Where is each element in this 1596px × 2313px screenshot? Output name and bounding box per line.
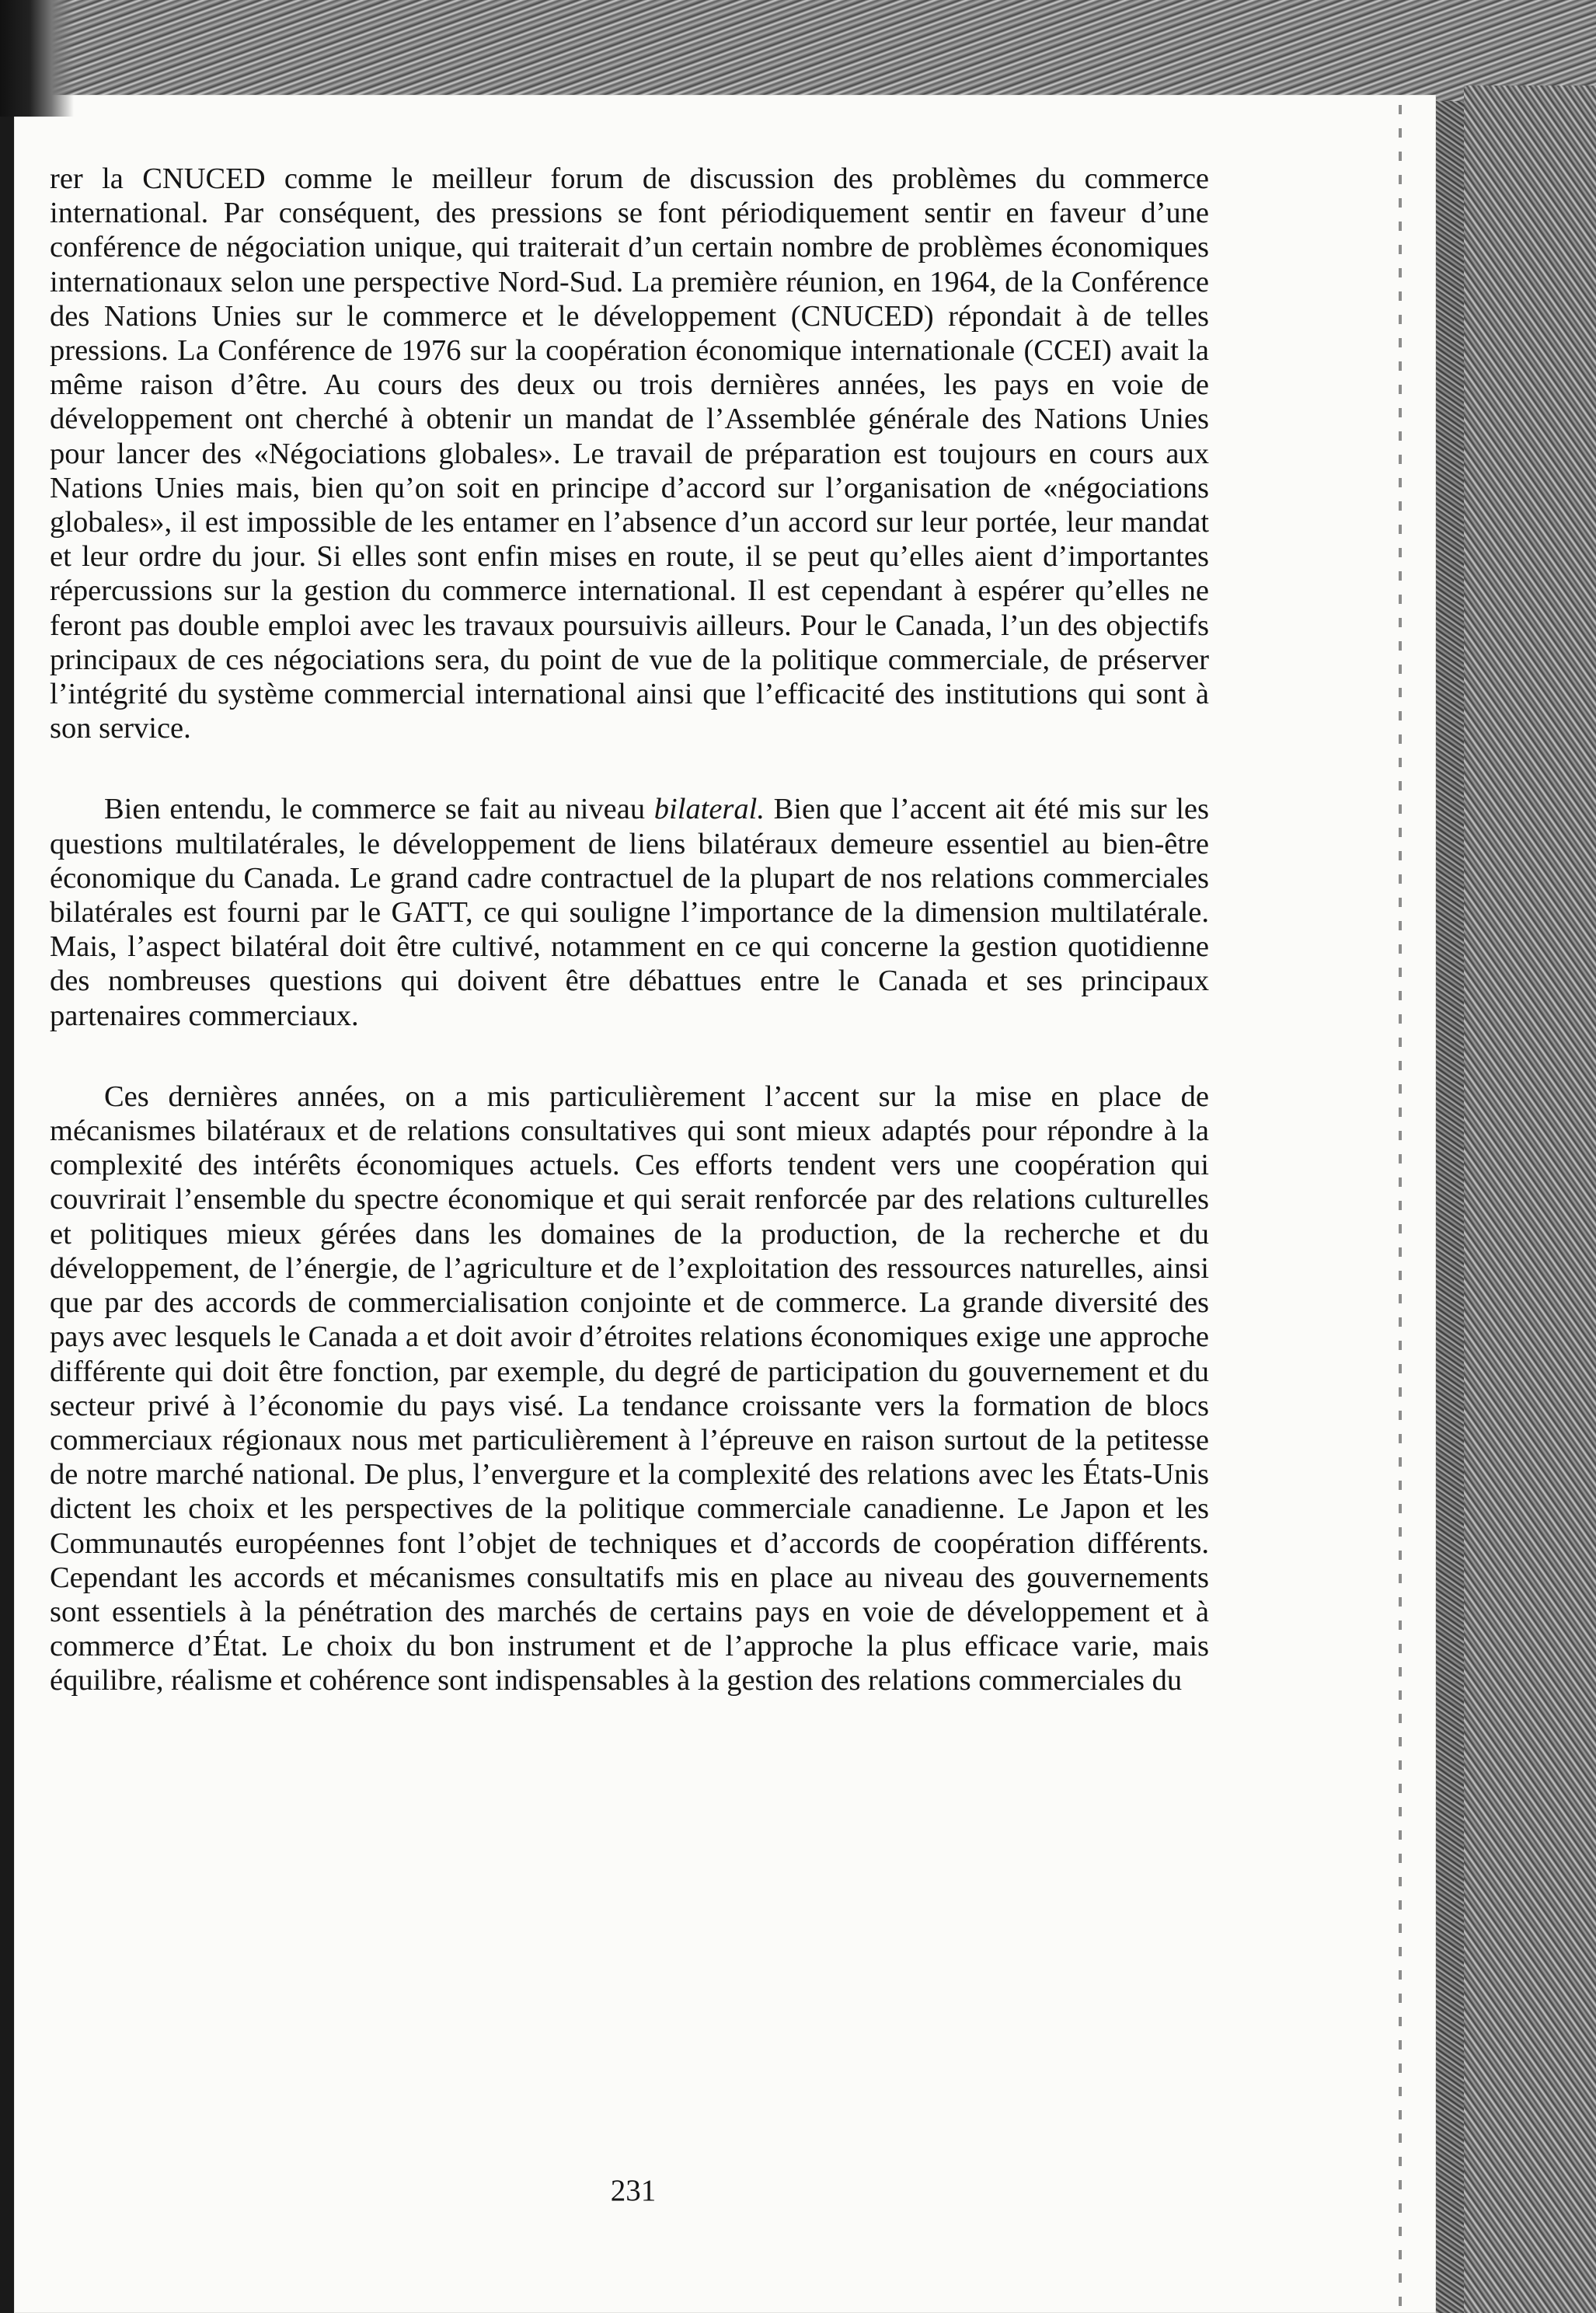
paragraph-1: rer la CNUCED comme le meilleur forum de discussion des problèmes du commerce international. Par conséquent, des pressions se font périodiquement sentir en faveur d’une conférence de négociation unique, qui traiterait d’un certain nombre de problèmes économiques internationaux selon une perspective Nord-Sud. La première réunion, en 1964, de la Conférence des Nations Unies sur le commerce et le développement (CNUCED) répondait à de telles pressions. La Conférence de 1976 sur la coopération économique internationale (CCEI) avait la même raison d’être. Au cours des deux ou trois dernières années, les pays en voie de développement ont cherché à obtenir un mandat de l’Assemblée générale des Nations Unies pour lancer des «Négociations globales». Le travail de préparation est toujours en cours aux Nations Unies mais, bien qu’on soit en principe d’accord sur l’organisation de «négociations globales», il est impossible de les entamer en l’absence d’un accord sur leur portée, leur mandat et leur ordre du jour. Si elles sont enfin mises en route, il se peut qu’elles aient d’importantes répercussions sur la gestion du commerce international. Il est cependant à espérer qu’elles ne feront pas double emploi avec les travaux poursuivis ailleurs. Pour le Canada, l’un des objectifs principaux de ces négociations sera, du point de vue de la politique commerciale, de préserver l’intégrité du système commercial international ainsi que l’efficacité des institutions qui sont à son service.: [50, 162, 1209, 745]
scan-shadow-corner: [0, 0, 74, 117]
paragraph-2-lead: Bien entendu, le commerce se fait au niveau: [104, 793, 654, 826]
page-number: 231: [610, 2174, 657, 2207]
italic-term: bilateral.: [653, 793, 765, 826]
paragraph-2: [50, 792, 1209, 1032]
paragraph-3: Ces dernières années, on a mis particulièrement l’accent sur la mise en place de mécanismes bilatéraux et de relations consultatives qui sont mieux adaptés pour répondre à la complexité des intérêts économiques actuels. Ces efforts tendent vers une coopération qui couvrirait l’ensemble du spectre économique et qui serait renforcée par des relations culturelles et politiques mieux gérées dans les domaines de la production, de la recherche et du développement, de l’énergie, de l’agriculture et de l’exploitation des ressources naturelles, ainsi que par des accords de commercialisation conjointe et de commerce. La grande diversité des pays avec lesquels le Canada a et doit avoir d’étroites relations économiques exige une approche différente qui doit être fonction, par exemple, du degré de participation du gouvernement et du secteur privé à l’économie du pays visé. La tendance croissante vers la formation de blocs commerciaux régionaux nous met particulièrement à l’épreuve en raison surtout de la petitesse de notre marché national. De plus, l’envergure et la complexité des relations avec les États-Unis dictent les choix et les perspectives de la politique commerciale canadienne. Le Japon et les Communautés européennes font l’objet de techniques et d’accords de coopération différents. Cependant les accords et mécanismes consultatifs mis en place au niveau des gouvernements sont essentiels à la pénétration des marchés de certains pays en voie de développement et à commerce d’État. Le choix du bon instrument et de l’approche la plus efficace varie, mais équilibre, réalisme et cohérence sont indispensables à la gestion des relations commerciales du: [50, 1080, 1209, 1697]
page-edge-shadow: [1399, 105, 1402, 2312]
body-text: [50, 162, 1209, 1698]
paragraph-2-rest: Bien que l’accent ait été mis sur les questions multilatérales, le développement de liens bilatéraux demeure essentiel au bien-être économique du Canada. Le grand cadre contractuel de la plupart de nos relations commerciales bilatérales est fourni par le GATT, ce qui souligne l’importance de la dimension multilatérale. Mais, l’aspect bilatéral doit être cultivé, notamment en ce qui concerne la gestion quotidienne des nombreuses questions qui doivent être débattues entre le Canada et ses principaux partenaires commerciaux.: [50, 793, 1209, 1032]
scan-background-right: [1464, 85, 1596, 2313]
book-spine-edge: [0, 0, 14, 2313]
scan-background-top: [0, 0, 1596, 101]
